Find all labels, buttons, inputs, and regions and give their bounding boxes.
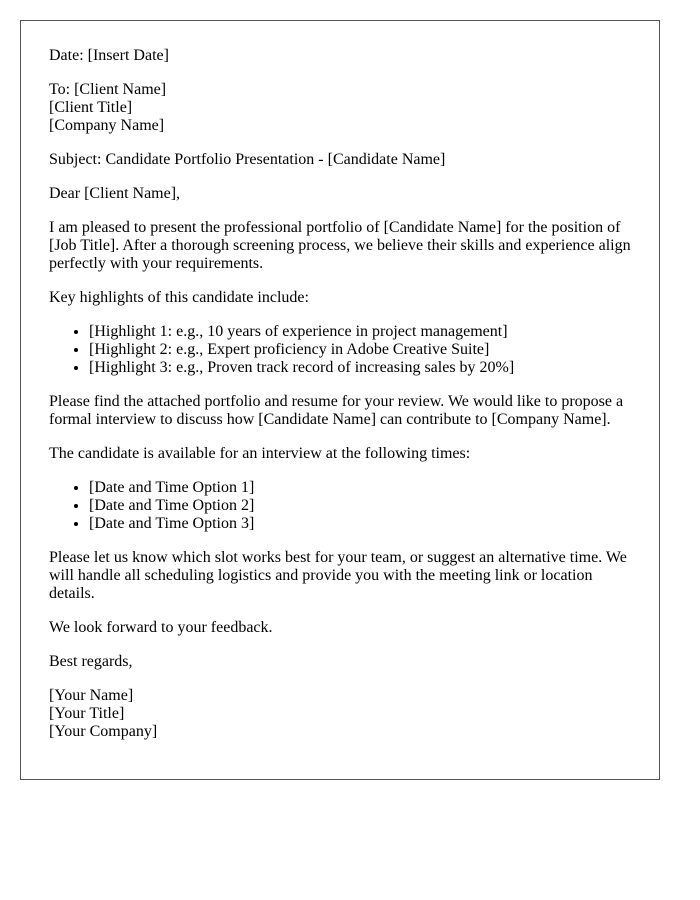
recipient-block bbox=[49, 81, 631, 135]
sign-off: Best regards, bbox=[49, 653, 133, 670]
letter-page bbox=[20, 20, 660, 780]
recipient-company: [Company Name] bbox=[49, 117, 165, 134]
signature-company: [Your Company] bbox=[49, 723, 158, 740]
list-item: • [Highlight 1: e.g., 10 years of experience in project management] bbox=[89, 323, 631, 341]
scheduling-paragraph: Please let us know which slot works best for your team, or suggest an alternative time. We will handle all scheduling logistics and provide you with the meeting link or location details. bbox=[49, 549, 627, 602]
signature-name: [Your Name] bbox=[49, 687, 134, 704]
highlights-list bbox=[49, 323, 631, 377]
list-item: • [Date and Time Option 2] bbox=[89, 497, 631, 515]
list-item: • [Highlight 2: e.g., Expert proficiency in Adobe Creative Suite] bbox=[89, 341, 631, 359]
date-line: Date: [Insert Date] bbox=[49, 47, 169, 64]
recipient-title: [Client Title] bbox=[49, 99, 133, 116]
highlights-intro: Key highlights of this candidate include: bbox=[49, 289, 309, 306]
signature-title: [Your Title] bbox=[49, 705, 125, 722]
intro-paragraph: I am pleased to present the professional portfolio of [Candidate Name] for the position of [Job Title]. After a thorough screening process, we believe their skills and experience align perfectly with your requirements. bbox=[49, 219, 631, 272]
recipient-to: To: [Client Name] bbox=[49, 81, 167, 98]
availability-intro: The candidate is available for an interview at the following times: bbox=[49, 445, 471, 462]
list-item: • [Date and Time Option 1] bbox=[89, 479, 631, 497]
closing-line: We look forward to your feedback. bbox=[49, 619, 273, 636]
list-item: • [Highlight 3: e.g., Proven track record of increasing sales by 20%] bbox=[89, 359, 631, 377]
list-item: • [Date and Time Option 3] bbox=[89, 515, 631, 533]
time-options-list bbox=[49, 479, 631, 533]
salutation: Dear [Client Name], bbox=[49, 185, 181, 202]
subject-line: Subject: Candidate Portfolio Presentation - [Candidate Name] bbox=[49, 151, 446, 168]
portfolio-paragraph: Please find the attached portfolio and resume for your review. We would like to propose a formal interview to discuss how [Candidate Name] can contribute to [Company Name]. bbox=[49, 393, 624, 428]
signature-block bbox=[49, 687, 631, 741]
